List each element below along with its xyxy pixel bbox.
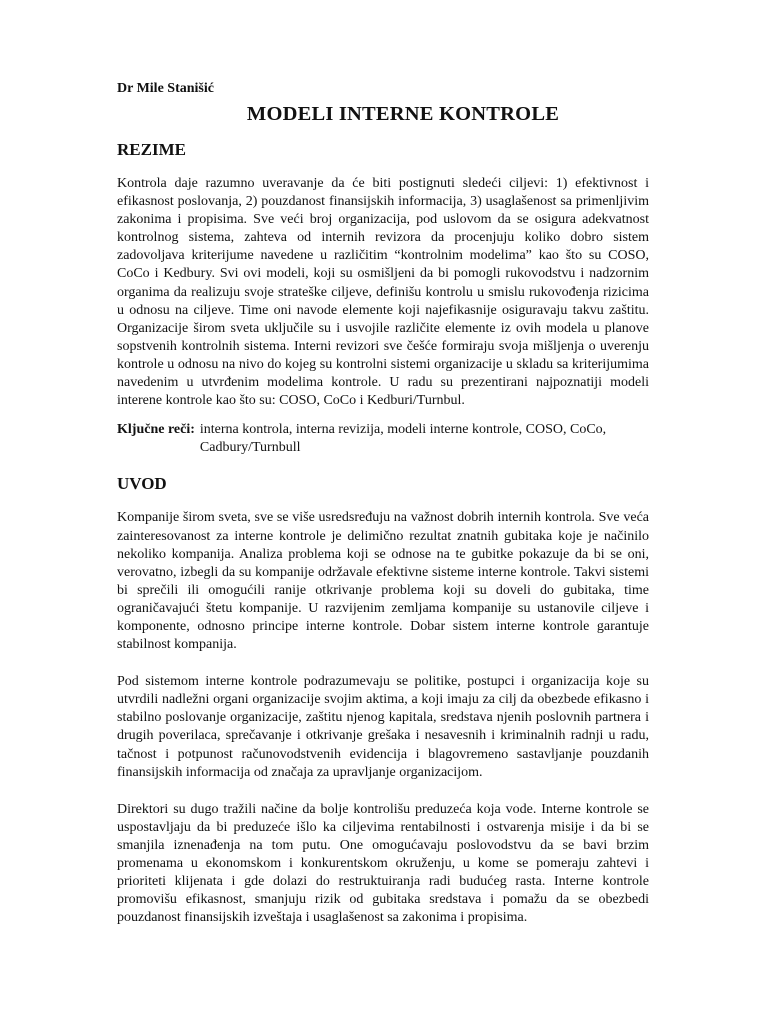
document-content <box>117 80 649 927</box>
intro-paragraph-2: Pod sistemom interne kontrole podrazumevaju se politike, postupci i organizacija koje su utvrdili nadležni organi organizacije svojim aktima, a koji imaju za cilj da obezbede efikasno i stabilno poslovanje organizacije, zaštitu njenog kapitala, sredstava njenih poslovnih partnera i drugih poverilaca, sprečavanje i otkrivanje grešaka i nesavesnih i kriminalnih radnji u radu, tačnost i potpunost računovodstvenih evidencija i blagovremeno sastavljanje pouzdanih finansijskih informacija od značaja za upravljanje organizacijom. <box>117 674 649 780</box>
section-heading-rezime: REZIME <box>117 140 186 159</box>
intro-paragraph-3: Direktori su dugo tražili načine da bolje kontrolišu preduzeća koja vode. Interne kontrole se uspostavljaju da bi preduzeće išlo ka ciljevima rentabilnosti i ostvarenja misije i da bi se smanjila iznenađenja na tom putu. One omogućavaju poslovodstvu da se bavi brzim promenama u ekonomskom i konkurentskom okruženju, u kome se pomeraju zahtevi i prioriteti klijenata i gde dolazi do restruktuiranja radi budućeg rasta. Interne kontrole promovišu efikasnost, smanjuju rizik od gubitaka sredstava i pomažu da se obezbedi pouzdanost finansijskih izveštaja i usaglašenost sa zakonima i propisima. <box>117 801 649 926</box>
intro-paragraph-1: Kompanije širom sveta, sve se više usredsređuju na važnost dobrih internih kontrola. Sve veća zainteresovanost za interne kontrole je delimično rezultat znatnih gubitaka koje je načinilo nekoliko kompanija. Analiza problema koji se odnose na te gubitke pokazuje da bi se oni, verovatno, izbegli da su kompanije održavale efektivne sisteme interne kontrole. Takvi sistemi bi sprečili ili omogućili ranije otkrivanje problema koji su doveli do gubitaka, time ograničavajući štetu kompanije. U razvijenim zemljama kompanije su ustanovile ciljeve i komponente, odnosno principe interne kontrole. Dobar sistem interne kontrole garantuje stabilnost kompanija. <box>117 510 649 653</box>
keywords-block <box>117 421 649 457</box>
author-name: Dr Mile Stanišić <box>117 81 214 96</box>
keywords-text: interna kontrola, interna revizija, modeli interne kontrole, COSO, CoCo, Cadbury/Turnbull <box>199 422 607 456</box>
abstract-paragraph: Kontrola daje razumno uveravanje da će biti postignuti sledeći ciljevi: 1) efektivnost i efikasnost poslovanja, 2) pouzdanost finansijskih informacija, 3) usaglašenost sa primenljivim zakonima i propisima. Sve veći broj organizacija, pod uslovom da se osigura adekvatnost kontrolnog sistema, zahteva od internih revizora da procenjuju koliko dobro sistem zadovoljava kriterijume navedene u različitim “kontrolnim modelima” kao što su COSO, CoCo i Kedbury. Svi ovi modeli, koji su osmišljeni da bi pomogli rukovodstvu i nadzornim organima da realizuju svoje strateške ciljeve, definišu kontrolu u smislu rukovođenja rizicima u odnosu na ciljeve. Time oni navode elemente koji najefikasnije osiguravaju takvu zaštitu. Organizacije širom sveta uključile su i usvojile različite elemente iz ovih modela u planove sopstvenih kontrolnih sistema. Interni revizori sve češće formiraju svoja mišljenja o uverenju kontrole u odnosu na nivo do kojeg su kontrolni sistemi organizacije u skladu sa kriterijumima navedenim u utvrđenim modelima kontrole. U radu su prezentirani najpoznatiji modeli interene kontrole kao što su: COSO, CoCo i Kedburi/Turnbul. <box>117 176 649 409</box>
keywords-label: Ključne reči: <box>117 422 195 438</box>
document-title: MODELI INTERNE KONTROLE <box>246 103 560 125</box>
section-heading-uvod: UVOD <box>117 474 167 494</box>
